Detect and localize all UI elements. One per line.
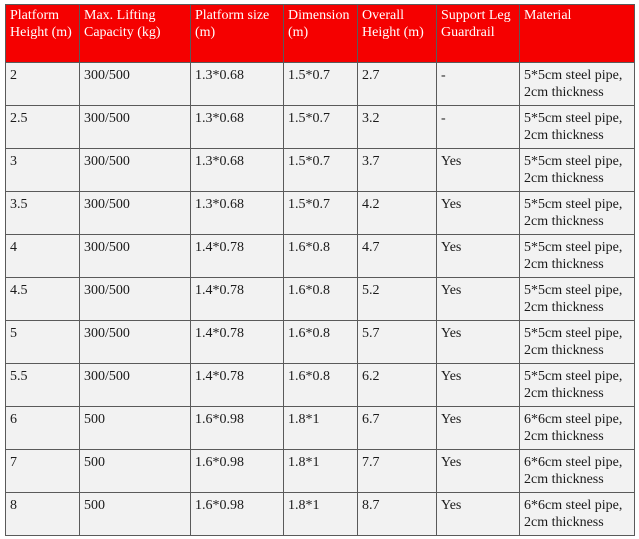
cell-platform-size: 1.6*0.98 [191,493,284,536]
cell-platform-height: 7 [6,450,80,493]
table-row [6,364,635,407]
cell-guardrail: Yes [437,149,520,192]
cell-overall-height: 7.7 [358,450,437,493]
cell-material: 6*6cm steel pipe, 2cm thickness [520,407,635,450]
cell-overall-height: 4.2 [358,192,437,235]
cell-capacity: 300/500 [80,235,191,278]
cell-capacity: 500 [80,493,191,536]
cell-guardrail: Yes [437,493,520,536]
cell-guardrail: - [437,63,520,106]
header-platform-height: Platform Height (m) [6,5,80,63]
cell-material: 5*5cm steel pipe, 2cm thickness [520,278,635,321]
cell-guardrail: Yes [437,235,520,278]
cell-platform-height: 5 [6,321,80,364]
table-row [6,149,635,192]
cell-dimension: 1.6*0.8 [284,235,358,278]
cell-platform-height: 2.5 [6,106,80,149]
cell-capacity: 300/500 [80,106,191,149]
header-max-lifting-capacity: Max. Lifting Capacity (kg) [80,5,191,63]
cell-capacity: 300/500 [80,192,191,235]
table-row [6,235,635,278]
cell-guardrail: - [437,106,520,149]
cell-platform-height: 3.5 [6,192,80,235]
cell-overall-height: 3.7 [358,149,437,192]
cell-material: 5*5cm steel pipe, 2cm thickness [520,235,635,278]
cell-dimension: 1.5*0.7 [284,192,358,235]
header-platform-size: Platform size (m) [191,5,284,63]
table-row [6,278,635,321]
table-row [6,63,635,106]
cell-overall-height: 6.7 [358,407,437,450]
header-dimension: Dimension (m) [284,5,358,63]
cell-capacity: 500 [80,407,191,450]
table-header-row [6,5,635,63]
cell-guardrail: Yes [437,450,520,493]
header-support-leg-guardrail: Support Leg Guardrail [437,5,520,63]
cell-dimension: 1.5*0.7 [284,149,358,192]
cell-platform-size: 1.3*0.68 [191,106,284,149]
cell-material: 5*5cm steel pipe, 2cm thickness [520,106,635,149]
cell-platform-height: 8 [6,493,80,536]
cell-platform-size: 1.3*0.68 [191,63,284,106]
table-row [6,407,635,450]
cell-platform-size: 1.6*0.98 [191,407,284,450]
cell-platform-height: 4 [6,235,80,278]
cell-material: 5*5cm steel pipe, 2cm thickness [520,321,635,364]
cell-capacity: 300/500 [80,149,191,192]
cell-platform-size: 1.3*0.68 [191,192,284,235]
cell-dimension: 1.8*1 [284,450,358,493]
cell-platform-height: 5.5 [6,364,80,407]
table-row [6,450,635,493]
cell-platform-size: 1.4*0.78 [191,235,284,278]
cell-overall-height: 5.2 [358,278,437,321]
cell-overall-height: 4.7 [358,235,437,278]
cell-platform-size: 1.3*0.68 [191,149,284,192]
header-material: Material [520,5,635,63]
table-row [6,493,635,536]
cell-platform-height: 6 [6,407,80,450]
table-row [6,321,635,364]
cell-dimension: 1.5*0.7 [284,106,358,149]
cell-material: 5*5cm steel pipe, 2cm thickness [520,364,635,407]
cell-capacity: 300/500 [80,278,191,321]
cell-guardrail: Yes [437,364,520,407]
cell-platform-size: 1.4*0.78 [191,321,284,364]
cell-overall-height: 2.7 [358,63,437,106]
cell-guardrail: Yes [437,192,520,235]
platform-spec-table [5,4,635,536]
cell-guardrail: Yes [437,321,520,364]
cell-overall-height: 6.2 [358,364,437,407]
cell-overall-height: 8.7 [358,493,437,536]
cell-capacity: 300/500 [80,364,191,407]
cell-capacity: 300/500 [80,321,191,364]
cell-dimension: 1.6*0.8 [284,278,358,321]
cell-dimension: 1.8*1 [284,493,358,536]
cell-guardrail: Yes [437,278,520,321]
cell-material: 6*6cm steel pipe, 2cm thickness [520,450,635,493]
spec-table-container [5,4,635,536]
cell-dimension: 1.8*1 [284,407,358,450]
cell-guardrail: Yes [437,407,520,450]
cell-platform-height: 4.5 [6,278,80,321]
cell-platform-size: 1.6*0.98 [191,450,284,493]
cell-capacity: 500 [80,450,191,493]
cell-overall-height: 5.7 [358,321,437,364]
table-row [6,192,635,235]
table-body [6,63,635,536]
cell-platform-size: 1.4*0.78 [191,278,284,321]
table-row [6,106,635,149]
cell-dimension: 1.5*0.7 [284,63,358,106]
cell-overall-height: 3.2 [358,106,437,149]
cell-dimension: 1.6*0.8 [284,364,358,407]
cell-material: 6*6cm steel pipe, 2cm thickness [520,493,635,536]
cell-material: 5*5cm steel pipe, 2cm thickness [520,192,635,235]
cell-material: 5*5cm steel pipe, 2cm thickness [520,149,635,192]
cell-platform-height: 3 [6,149,80,192]
cell-capacity: 300/500 [80,63,191,106]
cell-platform-size: 1.4*0.78 [191,364,284,407]
cell-platform-height: 2 [6,63,80,106]
cell-dimension: 1.6*0.8 [284,321,358,364]
header-overall-height: Overall Height (m) [358,5,437,63]
cell-material: 5*5cm steel pipe, 2cm thickness [520,63,635,106]
